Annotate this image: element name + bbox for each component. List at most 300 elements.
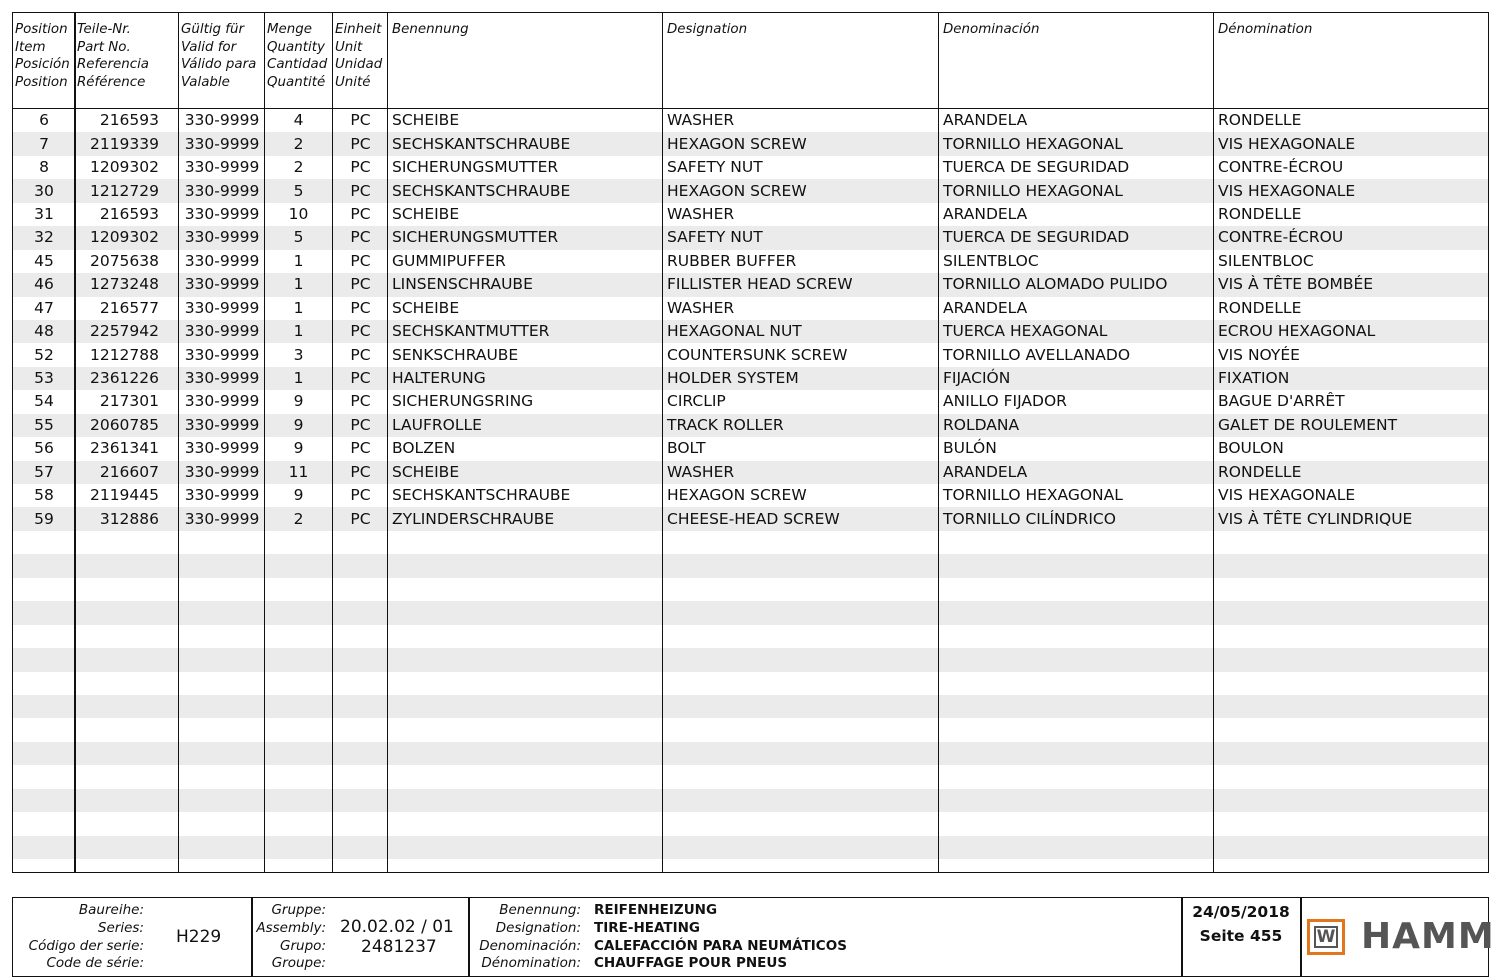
table-cell bbox=[75, 672, 179, 695]
table-cell bbox=[179, 836, 265, 859]
table-cell: PC bbox=[350, 111, 371, 130]
table-cell: 9 bbox=[293, 392, 304, 411]
table-cell: HEXAGONAL NUT bbox=[663, 320, 939, 343]
table-cell: 52 bbox=[34, 345, 54, 364]
table-cell bbox=[333, 812, 388, 835]
table-cell bbox=[388, 718, 663, 741]
table-cell bbox=[1214, 765, 1488, 788]
table-cell: CIRCLIP bbox=[667, 392, 726, 411]
table-cell: HEXAGON SCREW bbox=[663, 179, 939, 202]
table-cell bbox=[13, 789, 75, 812]
table-cell: PC bbox=[333, 461, 388, 484]
table-cell bbox=[333, 695, 388, 718]
table-cell bbox=[265, 554, 333, 577]
table-cell: PC bbox=[350, 251, 371, 270]
table-cell: 330-9999 bbox=[184, 439, 260, 458]
document-date: 24/05/2018 bbox=[1192, 903, 1290, 921]
table-cell bbox=[179, 695, 265, 718]
table-cell: PC bbox=[350, 486, 371, 505]
table-cell bbox=[13, 554, 75, 577]
table-row bbox=[13, 437, 1488, 460]
table-cell: 330-9999 bbox=[184, 486, 260, 505]
table-cell: ROLDANA bbox=[939, 414, 1214, 437]
table-row bbox=[13, 179, 1488, 202]
table-cell bbox=[663, 554, 939, 577]
table-cell bbox=[179, 531, 265, 554]
table-cell: TORNILLO HEXAGONAL bbox=[939, 132, 1214, 155]
table-cell bbox=[179, 812, 265, 835]
table-cell: 9 bbox=[293, 486, 304, 505]
table-cell bbox=[333, 648, 388, 671]
table-cell bbox=[265, 812, 333, 835]
table-cell: VIS HEXAGONALE bbox=[1214, 179, 1488, 202]
table-cell: PC bbox=[350, 158, 371, 177]
table-cell bbox=[663, 765, 939, 788]
table-cell bbox=[388, 625, 663, 648]
series-labels: Baureihe: Series: Código der serie: Code de série: bbox=[28, 902, 144, 972]
table-cell bbox=[388, 554, 663, 577]
table-cell bbox=[388, 695, 663, 718]
table-cell: 2 bbox=[265, 507, 333, 530]
table-cell: WASHER bbox=[663, 461, 939, 484]
table-cell: WASHER bbox=[667, 204, 735, 223]
table-cell bbox=[13, 672, 75, 695]
table-cell bbox=[333, 531, 388, 554]
empty-table-row bbox=[13, 648, 1488, 671]
table-cell: 53 bbox=[13, 367, 75, 390]
table-cell: 330-9999 bbox=[179, 507, 265, 530]
table-cell: ARANDELA bbox=[939, 461, 1214, 484]
table-cell: SAFETY NUT bbox=[667, 158, 763, 177]
table-cell: FIXATION bbox=[1214, 367, 1488, 390]
table-cell: CONTRE-ÉCROU bbox=[1214, 226, 1488, 249]
table-cell: SICHERUNGSMUTTER bbox=[392, 158, 559, 177]
table-cell: SECHSKANTSCHRAUBE bbox=[388, 179, 663, 202]
table-cell bbox=[388, 648, 663, 671]
table-cell: BAGUE D'ARRÊT bbox=[1218, 392, 1345, 411]
table-row bbox=[13, 109, 1488, 133]
empty-table-row bbox=[13, 765, 1488, 788]
table-cell: 3 bbox=[293, 345, 304, 364]
table-row bbox=[13, 367, 1488, 390]
table-cell: 216593 bbox=[99, 111, 159, 130]
table-cell bbox=[333, 718, 388, 741]
table-cell bbox=[663, 601, 939, 624]
table-cell bbox=[333, 672, 388, 695]
table-cell: ECROU HEXAGONAL bbox=[1214, 320, 1488, 343]
table-cell: FIJACIÓN bbox=[939, 367, 1214, 390]
table-cell bbox=[265, 836, 333, 859]
table-cell: 1 bbox=[293, 251, 304, 270]
table-row bbox=[13, 250, 1488, 273]
table-cell: TORNILLO AVELLANADO bbox=[943, 345, 1131, 364]
table-cell bbox=[1214, 718, 1488, 741]
table-cell: 2 bbox=[293, 158, 304, 177]
table-cell: 1273248 bbox=[75, 273, 179, 296]
table-cell: WASHER bbox=[667, 298, 735, 317]
table-cell: LAUFROLLE bbox=[388, 414, 663, 437]
table-cell: TUERCA DE SEGURIDAD bbox=[939, 226, 1214, 249]
table-cell: RONDELLE bbox=[1214, 461, 1488, 484]
table-cell: 330-9999 bbox=[179, 273, 265, 296]
table-cell bbox=[663, 812, 939, 835]
table-cell bbox=[13, 625, 75, 648]
group-value: 20.02.02 / 01 bbox=[340, 917, 454, 937]
table-cell: PC bbox=[333, 414, 388, 437]
table-cell bbox=[1214, 672, 1488, 695]
designation-values: REIFENHEIZUNG TIRE-HEATING CALEFACCIÓN PARA NEUMÁTICOS CHAUFFAGE POUR PNEUS bbox=[594, 902, 847, 972]
table-cell: BOLZEN bbox=[392, 439, 456, 458]
empty-table-row bbox=[13, 789, 1488, 812]
header-benennung: Benennung bbox=[388, 13, 663, 109]
table-cell: SCHEIBE bbox=[392, 204, 460, 223]
header-quantity: Menge Quantity Cantidad Quantité bbox=[265, 13, 333, 109]
table-cell bbox=[1214, 625, 1488, 648]
table-cell: 330-9999 bbox=[184, 251, 260, 270]
parts-table bbox=[12, 12, 1489, 873]
brand-name: HAMM bbox=[1361, 916, 1495, 957]
table-cell: PC bbox=[350, 345, 371, 364]
table-cell: ARANDELA bbox=[943, 204, 1028, 223]
table-cell bbox=[388, 789, 663, 812]
table-cell: SECHSKANTMUTTER bbox=[388, 320, 663, 343]
table-cell: 2119445 bbox=[89, 486, 159, 505]
table-cell bbox=[179, 718, 265, 741]
table-cell: SICHERUNGSRING bbox=[392, 392, 534, 411]
table-cell bbox=[179, 789, 265, 812]
table-header-row bbox=[13, 13, 1488, 109]
table-cell: 45 bbox=[34, 251, 54, 270]
table-cell bbox=[1214, 742, 1488, 765]
table-cell: 32 bbox=[13, 226, 75, 249]
table-cell: ANILLO FIJADOR bbox=[943, 392, 1067, 411]
table-cell bbox=[265, 601, 333, 624]
table-cell bbox=[663, 742, 939, 765]
table-cell: SECHSKANTSCHRAUBE bbox=[392, 486, 571, 505]
table-cell: PC bbox=[350, 439, 371, 458]
table-cell: COUNTERSUNK SCREW bbox=[667, 345, 848, 364]
header-denomination-fr: Dénomination bbox=[1214, 13, 1488, 109]
table-cell: 330-9999 bbox=[184, 392, 260, 411]
table-cell: 56 bbox=[34, 439, 54, 458]
empty-table-row bbox=[13, 601, 1488, 624]
table-cell bbox=[179, 672, 265, 695]
table-cell bbox=[939, 695, 1214, 718]
table-row bbox=[13, 343, 1488, 366]
table-cell: SICHERUNGSMUTTER bbox=[388, 226, 663, 249]
table-cell bbox=[179, 625, 265, 648]
table-cell bbox=[939, 648, 1214, 671]
table-cell: 2119339 bbox=[75, 132, 179, 155]
table-cell: 7 bbox=[13, 132, 75, 155]
table-cell: PC bbox=[333, 179, 388, 202]
table-cell: 330-9999 bbox=[184, 204, 260, 223]
table-cell bbox=[939, 742, 1214, 765]
table-cell: HEXAGON SCREW bbox=[663, 132, 939, 155]
table-cell: 330-9999 bbox=[179, 414, 265, 437]
table-row bbox=[13, 414, 1488, 437]
table-cell bbox=[333, 578, 388, 601]
table-cell: 330-9999 bbox=[184, 111, 260, 130]
table-cell: PC bbox=[333, 226, 388, 249]
table-cell bbox=[663, 695, 939, 718]
table-cell: 330-9999 bbox=[179, 461, 265, 484]
table-cell: 1 bbox=[265, 320, 333, 343]
table-cell: SENKSCHRAUBE bbox=[392, 345, 519, 364]
table-cell bbox=[388, 836, 663, 859]
table-row bbox=[13, 226, 1488, 249]
table-cell: 217301 bbox=[99, 392, 159, 411]
table-cell: 54 bbox=[34, 392, 54, 411]
table-cell bbox=[663, 625, 939, 648]
table-cell bbox=[13, 531, 75, 554]
table-cell: TRACK ROLLER bbox=[663, 414, 939, 437]
table-cell bbox=[265, 672, 333, 695]
table-cell: 1212729 bbox=[75, 179, 179, 202]
table-cell: 216577 bbox=[99, 298, 159, 317]
footer-title-block bbox=[12, 897, 1495, 977]
table-cell bbox=[333, 625, 388, 648]
table-cell bbox=[939, 554, 1214, 577]
table-row bbox=[13, 461, 1488, 484]
table-cell: 1209302 bbox=[75, 226, 179, 249]
table-cell bbox=[1214, 554, 1488, 577]
table-cell bbox=[939, 718, 1214, 741]
header-position: Position Item Posición Position bbox=[13, 13, 75, 109]
table-cell bbox=[333, 765, 388, 788]
table-cell bbox=[75, 742, 179, 765]
empty-table-row bbox=[13, 718, 1488, 741]
table-cell bbox=[663, 672, 939, 695]
table-cell: 330-9999 bbox=[179, 320, 265, 343]
table-cell: LINSENSCHRAUBE bbox=[388, 273, 663, 296]
table-cell bbox=[13, 812, 75, 835]
empty-table-row bbox=[13, 812, 1488, 835]
table-cell bbox=[265, 742, 333, 765]
header-part-no: Teile-Nr. Part No. Referencia Référence bbox=[75, 13, 179, 109]
table-cell: VIS HEXAGONALE bbox=[1214, 132, 1488, 155]
table-cell bbox=[1214, 601, 1488, 624]
table-cell bbox=[663, 578, 939, 601]
table-cell: SCHEIBE bbox=[392, 298, 460, 317]
table-cell bbox=[75, 718, 179, 741]
table-cell: TORNILLO ALOMADO PULIDO bbox=[939, 273, 1214, 296]
table-cell: RONDELLE bbox=[1218, 298, 1302, 317]
table-row bbox=[13, 273, 1488, 296]
table-cell bbox=[179, 554, 265, 577]
table-cell: 1 bbox=[265, 273, 333, 296]
table-cell: 8 bbox=[39, 158, 49, 177]
table-cell bbox=[939, 765, 1214, 788]
table-row bbox=[13, 484, 1488, 507]
header-denominacion: Denominación bbox=[939, 13, 1214, 109]
table-cell bbox=[939, 789, 1214, 812]
table-cell bbox=[75, 531, 179, 554]
table-cell bbox=[388, 601, 663, 624]
table-cell: 5 bbox=[265, 226, 333, 249]
table-cell: 2060785 bbox=[75, 414, 179, 437]
table-cell: 2 bbox=[265, 132, 333, 155]
table-cell: 330-9999 bbox=[184, 158, 260, 177]
table-cell: 330-9999 bbox=[184, 345, 260, 364]
table-cell: 1212788 bbox=[89, 345, 159, 364]
table-cell bbox=[13, 718, 75, 741]
table-cell: 30 bbox=[13, 179, 75, 202]
table-row bbox=[13, 507, 1488, 530]
table-cell bbox=[388, 742, 663, 765]
table-cell: 11 bbox=[265, 461, 333, 484]
table-cell: GUMMIPUFFER bbox=[392, 251, 506, 270]
empty-table-row bbox=[13, 672, 1488, 695]
table-cell: VIS HEXAGONALE bbox=[1218, 486, 1356, 505]
table-cell bbox=[75, 578, 179, 601]
table-cell bbox=[13, 695, 75, 718]
table-cell: 4 bbox=[293, 111, 304, 130]
table-cell bbox=[75, 695, 179, 718]
table-cell: 9 bbox=[293, 439, 304, 458]
table-cell: TUERCA HEXAGONAL bbox=[939, 320, 1214, 343]
table-cell: 6 bbox=[39, 111, 49, 130]
table-cell bbox=[333, 742, 388, 765]
table-cell: 2361341 bbox=[89, 439, 159, 458]
table-cell bbox=[663, 531, 939, 554]
group-labels: Gruppe: Assembly: Grupo: Groupe: bbox=[256, 902, 326, 972]
table-cell bbox=[265, 695, 333, 718]
table-cell bbox=[939, 812, 1214, 835]
table-cell: SILENTBLOC bbox=[943, 251, 1039, 270]
table-cell: 31 bbox=[34, 204, 54, 223]
table-cell bbox=[939, 672, 1214, 695]
table-cell: SCHEIBE bbox=[388, 461, 663, 484]
table-cell bbox=[75, 601, 179, 624]
table-cell: ZYLINDERSCHRAUBE bbox=[388, 507, 663, 530]
table-cell bbox=[75, 836, 179, 859]
table-cell bbox=[663, 789, 939, 812]
table-cell bbox=[13, 836, 75, 859]
header-unit: Einheit Unit Unidad Unité bbox=[333, 13, 388, 109]
table-cell: 216593 bbox=[99, 204, 159, 223]
table-cell: 1 bbox=[293, 298, 304, 317]
table-row bbox=[13, 297, 1488, 320]
table-cell: 330-9999 bbox=[179, 226, 265, 249]
empty-table-row bbox=[13, 742, 1488, 765]
table-cell: VIS À TÊTE BOMBÉE bbox=[1214, 273, 1488, 296]
table-cell bbox=[179, 578, 265, 601]
table-cell: 58 bbox=[34, 486, 54, 505]
table-cell: 5 bbox=[265, 179, 333, 202]
table-cell: TORNILLO HEXAGONAL bbox=[943, 486, 1123, 505]
table-cell: PC bbox=[333, 507, 388, 530]
table-cell: SECHSKANTSCHRAUBE bbox=[388, 132, 663, 155]
table-cell bbox=[333, 554, 388, 577]
empty-table-row bbox=[13, 531, 1488, 554]
table-cell bbox=[13, 765, 75, 788]
table-cell: 57 bbox=[13, 461, 75, 484]
table-cell: GALET DE ROULEMENT bbox=[1214, 414, 1488, 437]
table-cell bbox=[75, 648, 179, 671]
table-cell: PC bbox=[350, 392, 371, 411]
table-cell: CHEESE-HEAD SCREW bbox=[663, 507, 939, 530]
table-cell bbox=[939, 625, 1214, 648]
table-row bbox=[13, 320, 1488, 343]
table-cell: 9 bbox=[265, 414, 333, 437]
table-row bbox=[13, 390, 1488, 413]
table-cell: 1 bbox=[265, 367, 333, 390]
table-cell: TORNILLO CILÍNDRICO bbox=[939, 507, 1214, 530]
table-cell bbox=[388, 672, 663, 695]
header-valid-for: Gültig für Valid for Válido para Valable bbox=[179, 13, 265, 109]
table-cell: 330-9999 bbox=[184, 298, 260, 317]
table-cell bbox=[265, 625, 333, 648]
table-cell bbox=[1214, 695, 1488, 718]
table-cell bbox=[1214, 789, 1488, 812]
table-cell: 55 bbox=[13, 414, 75, 437]
table-cell: 330-9999 bbox=[179, 367, 265, 390]
table-cell bbox=[333, 601, 388, 624]
table-cell: RONDELLE bbox=[1218, 111, 1302, 130]
table-cell bbox=[265, 648, 333, 671]
table-cell: PC bbox=[333, 320, 388, 343]
table-cell bbox=[1214, 578, 1488, 601]
page-number: Seite 455 bbox=[1199, 927, 1283, 945]
empty-table-row bbox=[13, 554, 1488, 577]
table-cell bbox=[333, 789, 388, 812]
empty-table-row bbox=[13, 625, 1488, 648]
designation-labels: Benennung: Designation: Denominación: Dénomination: bbox=[479, 902, 581, 972]
table-cell bbox=[13, 601, 75, 624]
table-cell: FILLISTER HEAD SCREW bbox=[663, 273, 939, 296]
table-cell: ARANDELA bbox=[943, 111, 1028, 130]
table-cell bbox=[179, 742, 265, 765]
table-cell bbox=[663, 718, 939, 741]
table-cell: 10 bbox=[288, 204, 309, 223]
table-cell bbox=[1214, 531, 1488, 554]
table-cell: 2257942 bbox=[75, 320, 179, 343]
table-cell bbox=[13, 648, 75, 671]
series-value: H229 bbox=[176, 927, 222, 947]
table-cell: BOULON bbox=[1218, 439, 1284, 458]
table-cell: BULÓN bbox=[943, 439, 997, 458]
table-cell: 1209302 bbox=[89, 158, 159, 177]
table-cell: SAFETY NUT bbox=[663, 226, 939, 249]
table-cell bbox=[1214, 812, 1488, 835]
table-cell bbox=[333, 836, 388, 859]
table-cell: 216607 bbox=[75, 461, 179, 484]
table-cell bbox=[388, 812, 663, 835]
table-cell bbox=[179, 765, 265, 788]
table-cell: 312886 bbox=[75, 507, 179, 530]
table-cell bbox=[388, 765, 663, 788]
table-cell bbox=[75, 625, 179, 648]
table-cell bbox=[939, 601, 1214, 624]
table-cell bbox=[13, 742, 75, 765]
table-cell bbox=[75, 554, 179, 577]
table-cell: PC bbox=[350, 298, 371, 317]
table-cell: HALTERUNG bbox=[388, 367, 663, 390]
empty-table-row bbox=[13, 578, 1488, 601]
table-cell bbox=[179, 601, 265, 624]
table-cell bbox=[663, 836, 939, 859]
table-cell: SILENTBLOC bbox=[1218, 251, 1314, 270]
table-row bbox=[13, 132, 1488, 155]
table-cell: 330-9999 bbox=[179, 179, 265, 202]
wirtgen-logo-icon: W bbox=[1307, 919, 1345, 955]
table-cell: PC bbox=[333, 367, 388, 390]
table-cell: 46 bbox=[13, 273, 75, 296]
table-cell bbox=[179, 648, 265, 671]
table-cell: 330-9999 bbox=[179, 132, 265, 155]
table-cell bbox=[13, 578, 75, 601]
